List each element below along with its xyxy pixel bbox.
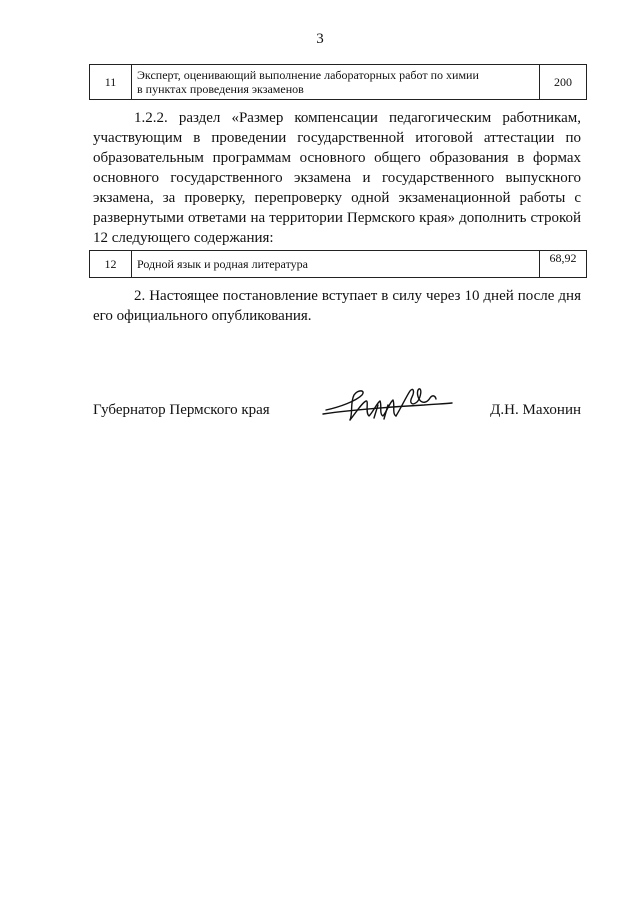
row-description: [132, 65, 540, 100]
paragraph-2: 2. Настоящее постановление вступает в силу через 10 дней после дня его официального опубликования.: [93, 288, 581, 324]
row-number: 12: [90, 251, 132, 278]
governor-name: Д.Н. Махонин: [490, 402, 581, 418]
compensation-table-row-11: [89, 64, 587, 100]
governor-title: Губернатор Пермского края: [93, 402, 270, 418]
row-description-line2: в пунктах проведения экзаменов: [137, 82, 304, 96]
table-row: [90, 251, 587, 278]
row-number: 11: [90, 65, 132, 100]
compensation-table-row-12: [89, 250, 587, 278]
table-row: [90, 65, 587, 100]
signature-image: [320, 383, 460, 425]
row-value: 200: [540, 65, 587, 100]
paragraph-1-2-2: 1.2.2. раздел «Размер компенсации педагогическим работникам, участвующим в проведении государственной итоговой аттестации по образовательным программам основного общего образования в формах основного государственного экзамена и государственного выпускного экзамена, за проверку, перепроверку одной экзаменационной работы с развернутыми ответами на территории Пермского края» дополнить строкой 12 следующего содержания:: [93, 110, 581, 246]
row-description-line1: Эксперт, оценивающий выполнение лабораторных работ по химии: [137, 68, 479, 82]
page-number: 3: [316, 31, 324, 47]
row-value: 68,92: [540, 251, 587, 278]
row-description: Родной язык и родная литература: [132, 251, 540, 278]
